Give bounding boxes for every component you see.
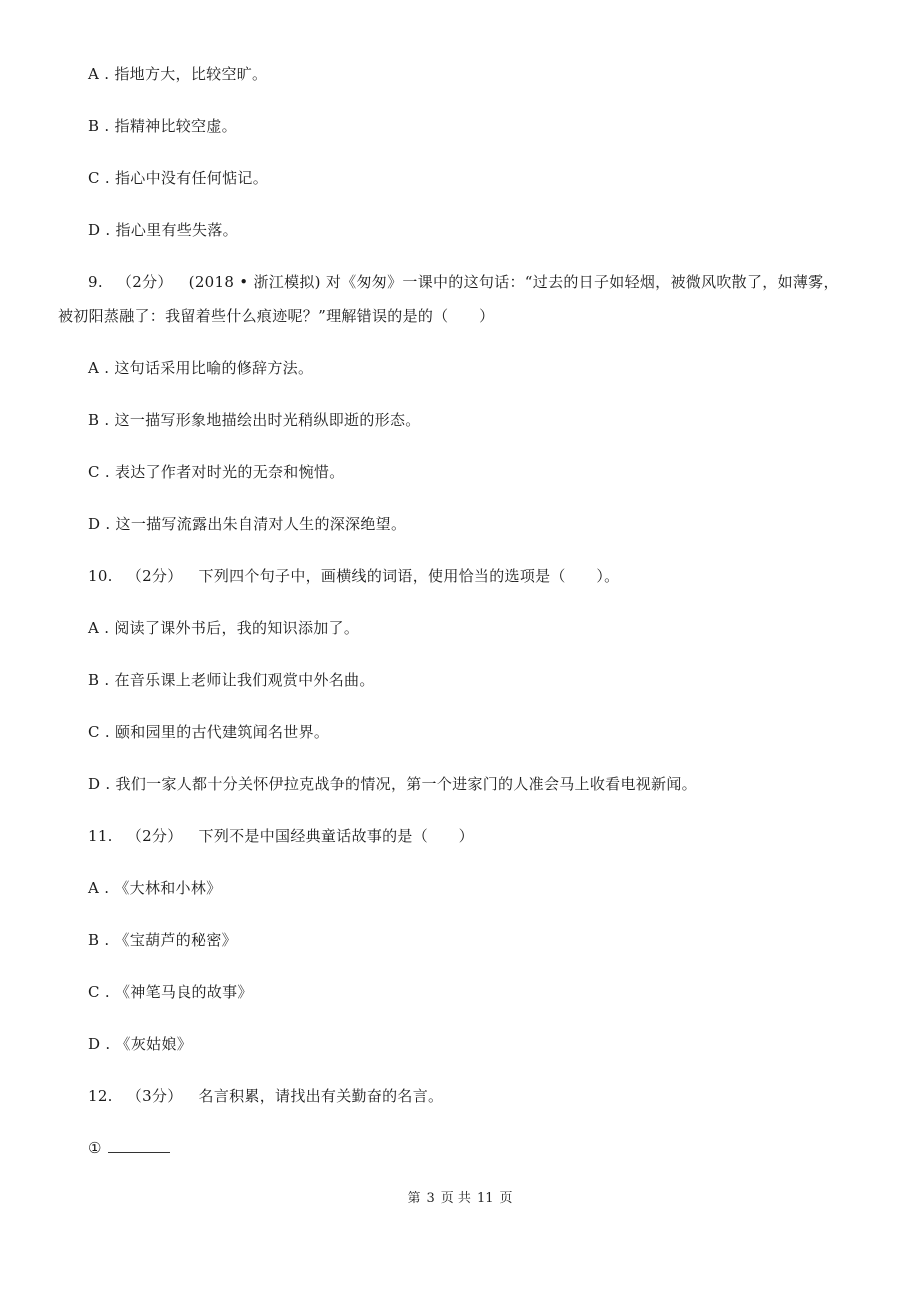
option-label: A . (88, 879, 110, 897)
option-label: C . (88, 463, 110, 481)
q9-option-a (88, 358, 313, 378)
option-label: B . (88, 117, 110, 135)
q9-stem-line2 (58, 306, 494, 326)
question-number: 10. (88, 567, 113, 585)
q10-option-b (88, 670, 375, 690)
option-text: 表达了作者对时光的无奈和惋惜。 (115, 463, 345, 481)
question-number: 12. (88, 1087, 113, 1105)
question-text: (2018 • 浙江模拟) 对《匆匆》一课中的这句话：“过去的日子如轻烟，被微风吹散了，如薄雾， (188, 273, 839, 291)
option-label: D . (88, 221, 111, 239)
question-number: 9. (88, 273, 103, 291)
option-label: B . (88, 931, 110, 949)
option-label: D . (88, 515, 111, 533)
q8-option-b (88, 116, 237, 136)
blank-marker: ① (88, 1139, 102, 1157)
q8-option-d (88, 220, 238, 240)
answer-blank-line[interactable] (108, 1138, 170, 1153)
q11-option-b (88, 930, 237, 950)
q9-option-c (88, 462, 345, 482)
option-text: 在音乐课上老师让我们观赏中外名曲。 (114, 671, 375, 689)
q9-stem-line1 (88, 272, 839, 292)
option-label: D . (88, 775, 111, 793)
footer-page-number: 3 (426, 1191, 435, 1206)
q9-option-b (88, 410, 421, 430)
option-text: 我们一家人都十分关怀伊拉克战争的情况，第一个进家门的人准会马上收看电视新闻。 (115, 775, 697, 793)
q10-option-d (88, 774, 697, 794)
footer-prefix: 第 (407, 1191, 421, 1206)
option-label: A . (88, 359, 110, 377)
footer-mid: 页 共 (440, 1191, 471, 1206)
q12-stem (88, 1086, 443, 1106)
question-score: （2分） (126, 567, 183, 585)
q8-option-c (88, 168, 268, 188)
option-text: 阅读了课外书后，我的知识添加了。 (114, 619, 360, 637)
footer-suffix: 页 (499, 1191, 513, 1206)
option-label: A . (88, 619, 110, 637)
option-text: 指心中没有任何惦记。 (115, 169, 269, 187)
question-text: 下列不是中国经典童话故事的是（ ） (198, 827, 474, 845)
q11-option-a (88, 878, 221, 898)
option-text: 指地方大，比较空旷。 (114, 65, 268, 83)
question-score: （2分） (126, 827, 183, 845)
footer-total-pages: 11 (476, 1191, 494, 1206)
option-text: 《灰姑娘》 (115, 1035, 193, 1053)
option-text: 指心里有些失落。 (115, 221, 238, 239)
q11-stem (88, 826, 474, 846)
option-text: 这一描写流露出朱自清对人生的深深绝望。 (115, 515, 407, 533)
option-label: C . (88, 723, 110, 741)
question-score: （3分） (126, 1087, 183, 1105)
q9-option-d (88, 514, 406, 534)
q11-option-d (88, 1034, 192, 1054)
question-score: （2分） (116, 273, 173, 291)
question-number: 11. (88, 827, 113, 845)
q12-answer-blank-1[interactable] (88, 1138, 170, 1158)
option-text: 这一描写形象地描绘出时光稍纵即逝的形态。 (114, 411, 421, 429)
option-text: 《神笔马良的故事》 (115, 983, 253, 1001)
q11-option-c (88, 982, 253, 1002)
question-text-continued: 被初阳蒸融了：我留着些什么痕迹呢？”理解错误的是的（ ） (58, 307, 495, 325)
option-label: A . (88, 65, 110, 83)
question-text: 名言积累，请找出有关勤奋的名言。 (198, 1087, 444, 1105)
option-text: 这句话采用比喻的修辞方法。 (114, 359, 314, 377)
q10-option-a (88, 618, 359, 638)
option-label: D . (88, 1035, 111, 1053)
option-label: B . (88, 671, 110, 689)
option-label: B . (88, 411, 110, 429)
option-text: 《大林和小林》 (114, 879, 222, 897)
option-text: 指精神比较空虚。 (114, 117, 237, 135)
q8-option-a (88, 64, 267, 84)
q10-stem (88, 566, 619, 586)
option-text: 《宝葫芦的秘密》 (114, 931, 237, 949)
option-label: C . (88, 169, 110, 187)
question-text: 下列四个句子中，画横线的词语，使用恰当的选项是（ ）。 (198, 567, 620, 585)
q10-option-c (88, 722, 329, 742)
option-text: 颐和园里的古代建筑闻名世界。 (115, 723, 330, 741)
page-footer (0, 1190, 920, 1208)
option-label: C . (88, 983, 110, 1001)
